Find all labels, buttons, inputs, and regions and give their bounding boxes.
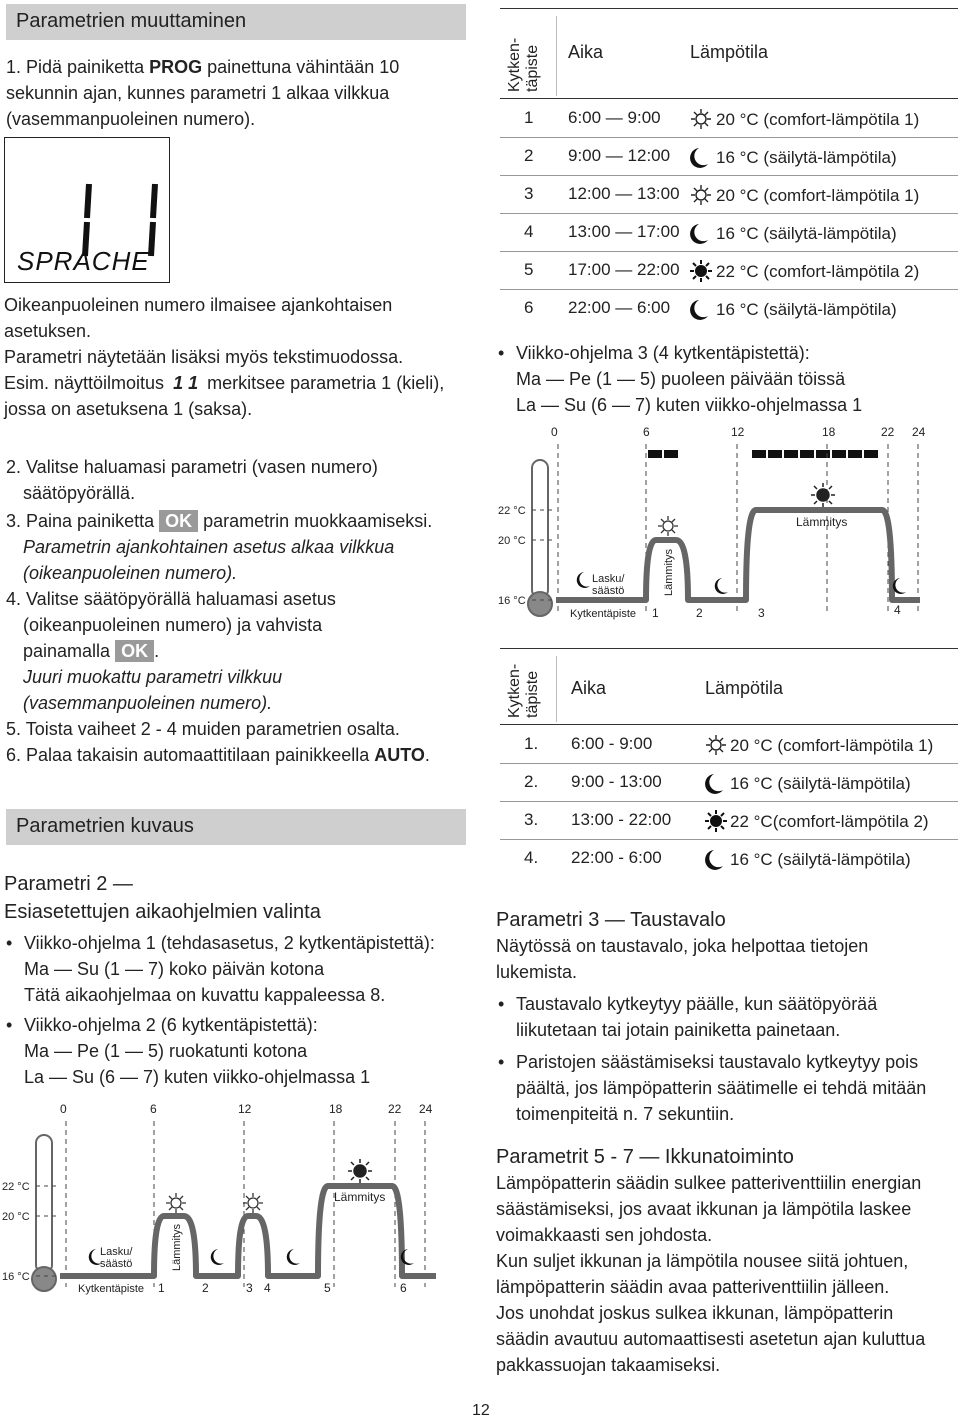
table-row bbox=[500, 214, 958, 252]
col-header-line: täpiste bbox=[524, 44, 541, 92]
step-6-text: 6. Palaa takaisin automaattitilaan painikkeella bbox=[6, 745, 375, 765]
lcd-text: SPRACHE bbox=[17, 246, 150, 276]
cell-time: 22:00 — 6:00 bbox=[568, 298, 671, 317]
step-4-cont: (oikeanpuoleinen numero) ja vahvista bbox=[23, 615, 323, 635]
switch-point: 3 bbox=[246, 1281, 253, 1295]
param57-text: voimakkaasti sen johdosta. bbox=[496, 1225, 713, 1245]
ok-button-label: OK bbox=[159, 510, 198, 532]
step-4-confirm bbox=[6, 638, 476, 664]
bullet-program-1 bbox=[6, 930, 474, 956]
program-1-name: Viikko-ohjelma 1 bbox=[24, 933, 156, 953]
cell-time: 13:00 - 22:00 bbox=[571, 810, 672, 829]
bullet-dot: • bbox=[498, 994, 505, 1014]
program-1-detail: (tehdasasetus, 2 kytkentäpistettä): bbox=[155, 933, 435, 953]
program-2-name: Viikko-ohjelma 2 (6 kytkentäpistettä): bbox=[24, 1015, 318, 1035]
example-digits: 1 1 bbox=[173, 373, 199, 393]
param57-text: säädin avautuu automaattisesti asetetun ajan kuluttua bbox=[496, 1329, 926, 1349]
step-4-note: (vasemmanpuoleinen numero). bbox=[23, 693, 273, 713]
col-header-lampotila: Lämpötila bbox=[690, 42, 769, 62]
step-4-note: Juuri muokattu parametri vilkkuu bbox=[23, 667, 283, 687]
step-2-cont: säätöpyörällä. bbox=[23, 483, 136, 503]
kytkentapiste-label: Kytkentäpiste bbox=[78, 1283, 145, 1295]
table-row bbox=[500, 138, 958, 176]
param3-bullet-1 bbox=[496, 991, 956, 1043]
lammitys-vertical-label: Lämmitys bbox=[663, 548, 675, 596]
cell-time: 9:00 - 13:00 bbox=[571, 772, 662, 791]
hour-label: 24 bbox=[419, 1102, 433, 1116]
lammitys-label: Lämmitys bbox=[334, 1190, 386, 1204]
hour-label: 22 bbox=[881, 425, 895, 439]
cell-switch-point: 6 bbox=[524, 298, 534, 317]
hour-axis-labels bbox=[551, 425, 926, 439]
bullet-dot: • bbox=[6, 933, 13, 953]
switch-point: 5 bbox=[324, 1281, 331, 1295]
switch-point: 4 bbox=[894, 603, 901, 617]
cell-switch-point: 4 bbox=[524, 222, 534, 241]
page-number: 12 bbox=[472, 1402, 490, 1419]
table-row bbox=[500, 176, 958, 214]
table-row bbox=[500, 290, 958, 328]
table-row bbox=[500, 252, 958, 290]
param3-text: Näytössä on taustavalo, joka helpottaa tietojen bbox=[496, 936, 869, 956]
lcd-graphic bbox=[5, 138, 169, 282]
sun-filled-icon bbox=[348, 1159, 372, 1183]
cell-switch-point: 5 bbox=[524, 260, 534, 279]
hour-label: 12 bbox=[238, 1102, 252, 1116]
cell-switch-point: 2 bbox=[524, 146, 534, 165]
step-3-text: 3. Paina painiketta bbox=[6, 511, 155, 531]
lasku-label: Lasku/ bbox=[100, 1246, 133, 1258]
param57-text: Jos unohdat joskus sulkea ikkunan, lämpöpatterin bbox=[496, 1303, 894, 1323]
program-1-schedule: Ma — Su (1 — 7) koko päivän kotona bbox=[24, 959, 325, 979]
cell-temperature: 16 °C (säilytä-lämpötila) bbox=[730, 774, 911, 793]
program-3-chart bbox=[490, 420, 960, 630]
step-3-text: parametrin muokkaamiseksi. bbox=[203, 511, 433, 531]
thermometer-icon bbox=[528, 460, 552, 616]
table-top-rule bbox=[500, 8, 958, 9]
switch-point-labels bbox=[158, 1281, 407, 1295]
moon-icon bbox=[577, 572, 906, 594]
cell-temperature: 20 °C (comfort-lämpötila 1) bbox=[730, 736, 934, 755]
step-3 bbox=[6, 508, 476, 534]
auto-keyword: AUTO bbox=[374, 745, 425, 765]
param2-title-line: Parametri 2 — bbox=[4, 873, 133, 895]
param3-body bbox=[496, 933, 956, 1127]
program-3-schedule: Ma — Pe (1 — 5) puoleen päivään töissä bbox=[516, 369, 846, 389]
day-bar bbox=[648, 450, 878, 458]
bullet-dot: • bbox=[498, 1052, 505, 1072]
step-1-part: 1. Pidä painiketta bbox=[6, 57, 150, 77]
cell-temperature: 16 °C (säilytä-lämpötila) bbox=[716, 300, 897, 319]
bullet-text: Paristojen säästämiseksi taustavalo kytkeytyy pois bbox=[516, 1052, 919, 1072]
sun-filled-icon bbox=[690, 260, 712, 287]
col-divider bbox=[556, 16, 557, 96]
kytkentapiste-label: Kytkentäpiste bbox=[570, 608, 637, 620]
switch-point: 3 bbox=[758, 606, 765, 620]
bullet-text: toimenpiteitä n. 7 sekuntiin. bbox=[516, 1104, 735, 1124]
bullet-dot: • bbox=[498, 343, 505, 363]
param57-text: Kun suljet ikkunan ja lämpötila nousee siitä johtuen, bbox=[496, 1251, 909, 1271]
step-1 bbox=[6, 54, 466, 132]
switch-point: 6 bbox=[400, 1281, 407, 1295]
param3-bullet-2 bbox=[496, 1049, 956, 1127]
param3-text: lukemista. bbox=[496, 962, 578, 982]
hour-label: 12 bbox=[731, 425, 745, 439]
table-header-rule bbox=[500, 724, 958, 725]
section-header-parametrien-kuvaus: Parametrien kuvaus bbox=[6, 809, 466, 845]
sun-outline-icon bbox=[690, 184, 712, 211]
col-divider bbox=[556, 656, 557, 722]
col-header-kytkentapiste bbox=[506, 648, 542, 718]
bullet-dot: • bbox=[6, 1015, 13, 1035]
temperature-labels bbox=[498, 505, 526, 607]
param57-body bbox=[496, 1170, 956, 1378]
sun-filled-icon bbox=[705, 810, 727, 837]
cell-switch-point: 3 bbox=[524, 184, 534, 203]
cell-switch-point: 1. bbox=[524, 734, 539, 753]
cell-switch-point: 2. bbox=[524, 772, 539, 791]
switch-point: 1 bbox=[652, 606, 659, 620]
param57-text: pakkassuojan takaamiseksi. bbox=[496, 1355, 721, 1375]
bullet-program-2 bbox=[6, 1012, 474, 1038]
cell-switch-point: 4. bbox=[524, 848, 539, 867]
example-text: merkitsee parametria 1 (kieli), bbox=[207, 373, 445, 393]
bullet-program-3 bbox=[498, 340, 956, 366]
desc-line: Oikeanpuoleinen numero ilmaisee ajankohtaisen bbox=[4, 295, 393, 315]
thermometer-icon bbox=[32, 1135, 56, 1291]
table-row bbox=[500, 100, 958, 138]
sun-filled-icon bbox=[811, 483, 835, 507]
program-1-note: Tätä aikaohjelmaa on kuvattu kappaleessa 8. bbox=[24, 985, 386, 1005]
sun-outline-icon bbox=[166, 1193, 186, 1213]
temp-label: 16 °C bbox=[498, 595, 526, 607]
cell-switch-point: 3. bbox=[524, 810, 539, 829]
cell-time: 9:00 — 12:00 bbox=[568, 146, 671, 165]
cell-switch-point: 1 bbox=[524, 108, 534, 127]
switch-point: 2 bbox=[202, 1281, 209, 1295]
cell-time: 17:00 — 22:00 bbox=[568, 260, 680, 279]
steps-2-6 bbox=[6, 454, 476, 768]
hour-label: 0 bbox=[551, 425, 558, 439]
section-header-parametrien-muuttaminen: Parametrien muuttaminen bbox=[6, 4, 466, 40]
prog-keyword: PROG bbox=[149, 57, 203, 77]
moon-icon bbox=[89, 1249, 414, 1265]
moon-icon bbox=[690, 146, 710, 173]
desc-line: asetuksen. bbox=[4, 321, 92, 341]
table-program-3 bbox=[500, 648, 958, 888]
cell-temperature: 22 °C (comfort-lämpötila 2) bbox=[716, 262, 920, 281]
step-2: 2. Valitse haluamasi parametri (vasen numero) bbox=[6, 457, 378, 477]
program-2-chart bbox=[0, 1095, 470, 1305]
program-3-name: Viikko-ohjelma 3 bbox=[516, 343, 648, 363]
sun-outline-icon bbox=[658, 516, 678, 536]
col-header-kytkentapiste bbox=[506, 12, 542, 92]
param2-bullets bbox=[6, 930, 474, 1090]
cell-time: 13:00 — 17:00 bbox=[568, 222, 680, 241]
moon-icon bbox=[690, 298, 710, 325]
hour-label: 6 bbox=[150, 1102, 157, 1116]
example-text: Esim. näyttöilmoitus bbox=[4, 373, 165, 393]
col-header-line: Kytken- bbox=[506, 37, 523, 92]
sun-outline-icon bbox=[690, 108, 712, 135]
temp-label: 20 °C bbox=[2, 1211, 30, 1223]
switch-point: 1 bbox=[158, 1281, 165, 1295]
switch-point-labels bbox=[652, 603, 901, 620]
cell-time: 6:00 — 9:00 bbox=[568, 108, 661, 127]
example-line bbox=[4, 370, 464, 396]
step-4: 4. Valitse säätöpyörällä haluamasi asetus bbox=[6, 589, 336, 609]
sun-outline-icon bbox=[705, 734, 727, 761]
step-1-part: sekunnin ajan, kunnes parametri 1 alkaa vilkkua bbox=[6, 83, 390, 103]
step-6-text: . bbox=[424, 745, 430, 765]
temp-label: 22 °C bbox=[2, 1181, 30, 1193]
temperature-labels bbox=[2, 1181, 30, 1283]
moon-icon bbox=[690, 222, 710, 249]
step-4-text: painamalla bbox=[23, 641, 111, 661]
lammitys-vertical-label: Lämmitys bbox=[171, 1223, 183, 1271]
temp-label: 22 °C bbox=[498, 505, 526, 517]
table-row bbox=[500, 726, 958, 764]
col-header-aika: Aika bbox=[571, 678, 607, 698]
program-3-detail: (4 kytkentäpistettä): bbox=[647, 343, 810, 363]
cell-temperature: 16 °C (säilytä-lämpötila) bbox=[730, 850, 911, 869]
table-program-2 bbox=[500, 8, 958, 324]
hour-label: 0 bbox=[60, 1102, 67, 1116]
param57-title: Parametrit 5 - 7 — Ikkunatoiminto bbox=[496, 1146, 794, 1168]
cell-time: 22:00 - 6:00 bbox=[571, 848, 662, 867]
table-row bbox=[500, 802, 958, 840]
lasku-label: Lasku/ bbox=[592, 573, 625, 585]
step-1-part: painettuna vähintään 10 bbox=[202, 57, 400, 77]
temp-label: 20 °C bbox=[498, 535, 526, 547]
bullet-text: päältä, jos lämpöpatterin säätimelle ei tehdä mitään bbox=[516, 1078, 927, 1098]
cell-temperature: 16 °C (säilytä-lämpötila) bbox=[716, 224, 897, 243]
table-row bbox=[500, 840, 958, 878]
example-line-2: jossa on asetuksena 1 (saksa). bbox=[4, 399, 253, 419]
lcd-description bbox=[4, 292, 464, 422]
desc-line: Parametri näytetään lisäksi myös tekstimuodossa. bbox=[4, 347, 404, 367]
hour-label: 18 bbox=[329, 1102, 343, 1116]
saasto-label: säästö bbox=[592, 585, 625, 597]
moon-icon bbox=[705, 772, 725, 799]
param57-text: lämpöpatterin säädin avaa patteriventtiilin jälleen. bbox=[496, 1277, 890, 1297]
hour-label: 22 bbox=[388, 1102, 402, 1116]
hour-label: 24 bbox=[912, 425, 926, 439]
step-3-note: (oikeanpuoleinen numero). bbox=[23, 563, 238, 583]
bullet-text: liikutetaan tai jotain painiketta painetaan. bbox=[516, 1020, 841, 1040]
cell-temperature: 16 °C (säilytä-lämpötila) bbox=[716, 148, 897, 167]
param3-title: Parametri 3 — Taustavalo bbox=[496, 909, 726, 931]
table-header-band bbox=[500, 8, 958, 98]
col-header-lampotila: Lämpötila bbox=[705, 678, 784, 698]
program-3-bullet bbox=[498, 340, 956, 418]
step-5: 5. Toista vaiheet 2 - 4 muiden parametrien osalta. bbox=[6, 719, 400, 739]
param57-text: Lämpöpatterin säädin sulkee patteriventtiilin energian bbox=[496, 1173, 922, 1193]
hour-axis-labels bbox=[60, 1102, 433, 1116]
program-2-weekend: La — Su (6 — 7) kuten viikko-ohjelmassa 1 bbox=[24, 1067, 371, 1087]
col-header-aika: Aika bbox=[568, 42, 604, 62]
switch-point: 4 bbox=[264, 1281, 271, 1295]
step-6 bbox=[6, 742, 476, 768]
sun-outline-icon bbox=[243, 1193, 263, 1213]
cell-time: 12:00 — 13:00 bbox=[568, 184, 680, 203]
step-3-note: Parametrin ajankohtainen asetus alkaa vilkkua bbox=[23, 537, 395, 557]
bullet-text: Taustavalo kytkeytyy päälle, kun säätöpyörää bbox=[516, 994, 878, 1014]
table-row bbox=[500, 764, 958, 802]
cell-temperature: 22 °C(comfort-lämpötila 2) bbox=[730, 812, 929, 831]
lcd-display bbox=[4, 137, 170, 283]
temp-label: 16 °C bbox=[2, 1271, 30, 1283]
program-3-weekend: La — Su (6 — 7) kuten viikko-ohjelmassa 1 bbox=[516, 395, 863, 415]
cell-temperature: 20 °C (comfort-lämpötila 1) bbox=[716, 110, 920, 129]
step-4-text: . bbox=[154, 641, 160, 661]
param2-title bbox=[4, 870, 321, 926]
lammitys-label: Lämmitys bbox=[796, 515, 848, 529]
switch-point: 2 bbox=[696, 606, 703, 620]
param57-text: säästämiseksi, jos avaat ikkunan ja lämpötila laskee bbox=[496, 1199, 912, 1219]
program-2-schedule: Ma — Pe (1 — 5) ruokatunti kotona bbox=[24, 1041, 308, 1061]
table-top-rule bbox=[500, 648, 958, 649]
moon-icon bbox=[705, 848, 725, 875]
param2-title-line: Esiasetettujen aikaohjelmien valinta bbox=[4, 901, 321, 923]
ok-button-label: OK bbox=[115, 640, 154, 662]
col-header-line: Kytken- bbox=[506, 663, 523, 718]
step-1-part: (vasemmanpuoleinen numero). bbox=[6, 109, 256, 129]
cell-temperature: 20 °C (comfort-lämpötila 1) bbox=[716, 186, 920, 205]
saasto-label: säästö bbox=[100, 1258, 133, 1270]
cell-time: 6:00 - 9:00 bbox=[571, 734, 653, 753]
table-header-rule bbox=[500, 98, 958, 99]
hour-label: 18 bbox=[822, 425, 836, 439]
col-header-line: täpiste bbox=[524, 670, 541, 718]
hour-label: 6 bbox=[643, 425, 650, 439]
